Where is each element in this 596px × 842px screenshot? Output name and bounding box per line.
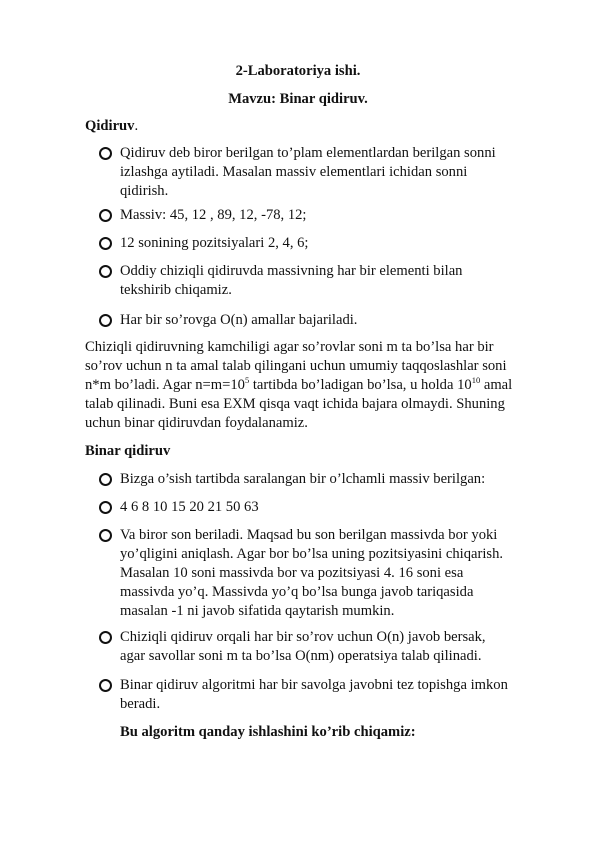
paragraph-line: uchun binar qidiruvdan foydalanamiz. (85, 415, 308, 431)
body-paragraph (85, 338, 555, 433)
list-item-line: beradi. (120, 696, 161, 712)
list-item-line: Oddiy chiziqli qidiruvda massivning har bir elementi bilan (120, 263, 463, 279)
section-heading-text: Qidiruv (85, 118, 135, 134)
list-item-line: masalan -1 ni javob sifatida qaytarish mumkin. (120, 603, 395, 619)
list-item-line: tekshirib chiqamiz. (120, 282, 232, 298)
bullet-circle-icon (99, 529, 112, 542)
bullet-circle-icon (99, 147, 112, 160)
bullet-circle-icon (99, 314, 112, 327)
list-item-line: Masalan 10 soni massivda bor va pozitsiyasi 4. 16 soni esa (120, 565, 464, 581)
section-heading-qidiruv (85, 117, 138, 136)
list-item (99, 628, 547, 666)
list-item-line: yo’qligini aniqlash. Agar bor bo’lsa uning pozitsiyasini chiqarish. (120, 546, 504, 562)
closing-statement: Bu algoritm qanday ishlashini ko’rib chiqamiz: (120, 724, 416, 740)
list-item (99, 144, 547, 201)
list-item (99, 498, 547, 517)
list-item-line: Binar qidiruv algoritmi har bir savolga javobni tez topishga imkon (120, 677, 508, 693)
section-heading-binar-qidiruv: Binar qidiruv (85, 443, 171, 459)
paragraph-line: so’rov uchun n ta amal talab qilingani uchun umumiy taqqoslashlar soni (85, 358, 507, 374)
superscript-exponent: 10 (471, 375, 481, 385)
list-item (99, 262, 547, 300)
list-item-line: Qidiruv deb biror berilgan to’plam elementlardan berilgan sonni (120, 145, 496, 161)
document-title: 2-Laboratoriya ishi. (235, 63, 361, 79)
paragraph-line: n*m bo’ladi. Agar $n=m=10^5$ tartibda bo’ladigan bo’lsa, u holda $10^{10}$ amal (85, 375, 513, 393)
list-item-line: Chiziqli qidiruv orqali har bir so’rov uchun O(n) javob bersak, (120, 629, 486, 645)
list-item-line: 12 sonining pozitsiyalari 2, 4, 6; (120, 235, 309, 251)
bullet-circle-icon (99, 501, 112, 514)
section-heading-tail: . (134, 118, 139, 134)
paragraph-line: talab qilinadi. Buni esa EXM qisqa vaqt ichida bajara olmaydi. Shuning (85, 396, 505, 412)
bullet-circle-icon (99, 209, 112, 222)
list-item (99, 470, 547, 489)
list-item-line: agar savollar soni m ta bo’lsa O(nm) operatsiya talab qilinadi. (120, 648, 482, 664)
list-item (99, 234, 547, 253)
list-item (99, 206, 547, 225)
bullet-circle-icon (99, 237, 112, 250)
list-item (99, 676, 547, 714)
list-item-line: Bizga o’sish tartibda saralangan bir o’lchamli massiv berilgan: (120, 471, 486, 487)
list-item-line: massivda yo’q. Massivda yo’q bo’lsa bunga javob tariqasida (120, 584, 474, 600)
bullet-circle-icon (99, 473, 112, 486)
list-item (99, 311, 547, 330)
bullet-circle-icon (99, 265, 112, 278)
list-item-line: Har bir so’rovga O(n) amallar bajariladi. (120, 312, 358, 328)
document-subtitle: Mavzu: Binar qidiruv. (228, 91, 368, 107)
list-item-line: qidirish. (120, 183, 169, 199)
paragraph-line: Chiziqli qidiruvning kamchiligi agar so’rovlar soni m ta bo’lsa har bir (85, 339, 494, 355)
bullet-circle-icon (99, 631, 112, 644)
list-item-line: Va biror son beriladi. Maqsad bu son berilgan massivda bor yoki (120, 527, 498, 543)
bullet-circle-icon (99, 679, 112, 692)
list-item-line: 4 6 8 10 15 20 21 50 63 (120, 499, 259, 515)
list-item-line: Massiv: 45, 12 , 89, 12, -78, 12; (120, 207, 307, 223)
list-item (99, 526, 547, 621)
superscript-exponent: 5 (244, 375, 250, 385)
list-item-line: izlashga aytiladi. Masalan massiv elementlari ichidan sonni (120, 164, 468, 180)
